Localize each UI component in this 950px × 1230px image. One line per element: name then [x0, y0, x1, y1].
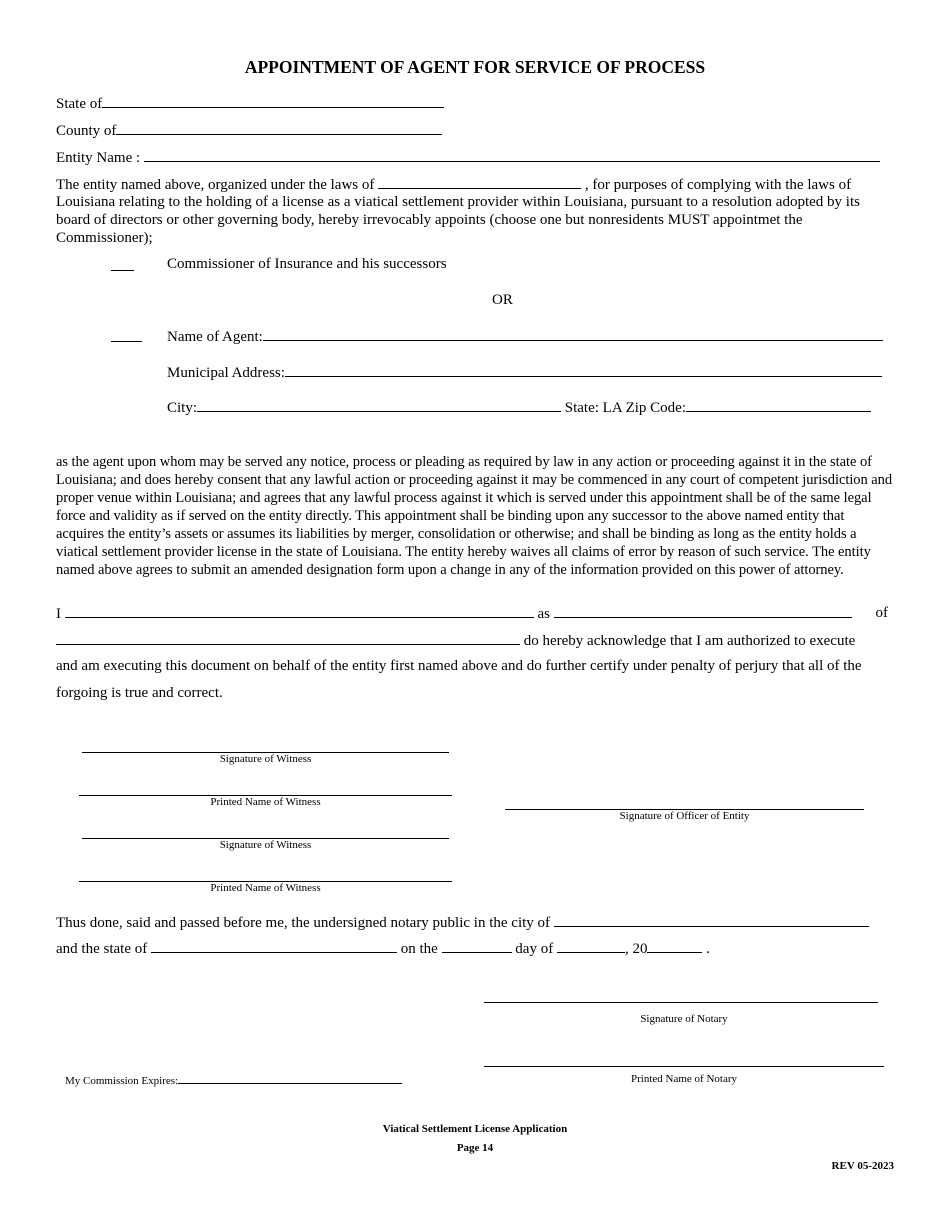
- agent-name-row: [167, 328, 883, 346]
- certifier-entity-input[interactable]: [56, 632, 520, 645]
- agent-checkbox[interactable]: [111, 329, 142, 347]
- notary-comma-20: , 20: [624, 941, 648, 957]
- municipal-address-row: [167, 364, 882, 382]
- commissioner-checkbox[interactable]: [111, 258, 134, 276]
- notary-month-input[interactable]: [557, 940, 625, 953]
- municipal-address-label: Municipal Address:: [167, 365, 285, 381]
- cert-acknowledge: do hereby acknowledge that I am authorized to execute: [523, 633, 856, 649]
- entity-name-input[interactable]: [144, 149, 880, 162]
- cert-as: as: [537, 606, 550, 622]
- printed-witness-2-label: Printed Name of Witness: [210, 882, 321, 894]
- laws-of-input[interactable]: [378, 176, 581, 189]
- municipal-address-input[interactable]: [285, 364, 882, 377]
- or-separator: OR: [492, 292, 513, 308]
- intro-part1: The entity named above, organized under the laws of: [56, 177, 375, 193]
- notary-state-of: and the state of: [56, 941, 148, 957]
- city-state-zip-row: [167, 399, 871, 417]
- sig-witness-1-label: Signature of Witness: [219, 753, 312, 765]
- certification-line-4: forgoing is true and correct.: [56, 685, 223, 701]
- notary-city-input[interactable]: [554, 914, 869, 927]
- city-input[interactable]: [197, 399, 561, 412]
- entity-name-label: Entity Name :: [56, 150, 141, 166]
- intro-part2: , for purposes of complying with the laws of: [584, 177, 852, 193]
- certifier-name-input[interactable]: [65, 605, 534, 618]
- state-input[interactable]: [102, 95, 444, 108]
- notary-text-1: Thus done, said and passed before me, the undersigned notary public in the city of: [56, 915, 551, 931]
- page-title: APPOINTMENT OF AGENT FOR SERVICE OF PROCESS: [244, 57, 706, 77]
- state-label: State of: [56, 96, 103, 112]
- notary-on-the: on the: [400, 941, 438, 957]
- sig-witness-2-label: Signature of Witness: [219, 839, 312, 851]
- county-field-row: [56, 122, 442, 140]
- notary-line-2: [56, 940, 710, 958]
- county-label: County of: [56, 123, 117, 139]
- commission-expires-label: My Commission Expires:: [65, 1075, 179, 1087]
- notary-period: .: [706, 941, 710, 957]
- intro-rest: Louisiana relating to the holding of a license as a viatical settlement provider within Louisiana, pursuant to a resolution adopted by its board of directors or other governing body, hereby irrevocably appoints (choose one but nonresidents MUST appointmet the Commissioner);: [56, 194, 860, 246]
- agent-name-label: Name of Agent:: [167, 329, 263, 345]
- zip-code-input[interactable]: [686, 399, 871, 412]
- printed-witness-1-label: Printed Name of Witness: [210, 796, 321, 808]
- notary-year-input[interactable]: [647, 940, 702, 953]
- notary-day-input[interactable]: [442, 940, 512, 953]
- sig-officer-label: Signature of Officer of Entity: [619, 810, 750, 822]
- notary-state-input[interactable]: [151, 940, 397, 953]
- printed-notary-line[interactable]: [484, 1066, 884, 1067]
- state-zip-label: State: LA Zip Code:: [564, 400, 687, 416]
- county-input[interactable]: [116, 122, 442, 135]
- footer-page-number: Page 14: [456, 1142, 494, 1154]
- state-field-row: [56, 95, 444, 113]
- certifier-title-input[interactable]: [554, 605, 852, 618]
- body-paragraph: as the agent upon whom may be served any notice, process or pleading as required by law in any action or proceeding against it in the state of Louisiana; and does hereby consent that any lawful action or proceeding against it may be commenced in any court of competent jurisdiction and proper venue within Louisiana; and agrees that any lawful process against it which is served under this appointment shall be of the same legal force and validity as if served on the entity directly. This appointment shall be binding upon any successor to the above named entity that acquires the entity’s assets or assumes its liabilities by merger, consolidation or otherwise; and shall be binding as long as the entity holds a viatical settlement provider license in the state of Louisiana. The entity hereby waives all claims of error by reason of such service. The entity named above agrees to submit an amended designation form upon a change in any of the information provided on this power of attorney.: [56, 454, 893, 578]
- sig-notary-line[interactable]: [484, 1002, 878, 1003]
- commission-expires-input[interactable]: [178, 1074, 402, 1084]
- commission-expires-row: [65, 1074, 402, 1087]
- printed-notary-label: Printed Name of Notary: [631, 1073, 737, 1085]
- city-label: City:: [167, 400, 198, 416]
- agent-name-input[interactable]: [263, 328, 883, 341]
- sig-notary-label: Signature of Notary: [640, 1013, 728, 1025]
- cert-of: of: [875, 605, 888, 621]
- notary-line-1: [56, 914, 869, 932]
- commissioner-option-label: Commissioner of Insurance and his successors: [167, 256, 447, 272]
- footer-revision: REV 05-2023: [831, 1160, 894, 1172]
- certification-line-3: and am executing this document on behalf of the entity first named above and do further certify under penalty of perjury that all of the: [56, 658, 862, 674]
- cert-i: I: [56, 606, 61, 622]
- intro-line-1: [56, 176, 851, 194]
- certification-line-1: [56, 605, 888, 623]
- notary-day-of: day of: [515, 941, 554, 957]
- certification-line-2: [56, 632, 855, 650]
- footer-app-name: Viatical Settlement License Application: [382, 1123, 568, 1135]
- entity-name-row: [56, 149, 880, 167]
